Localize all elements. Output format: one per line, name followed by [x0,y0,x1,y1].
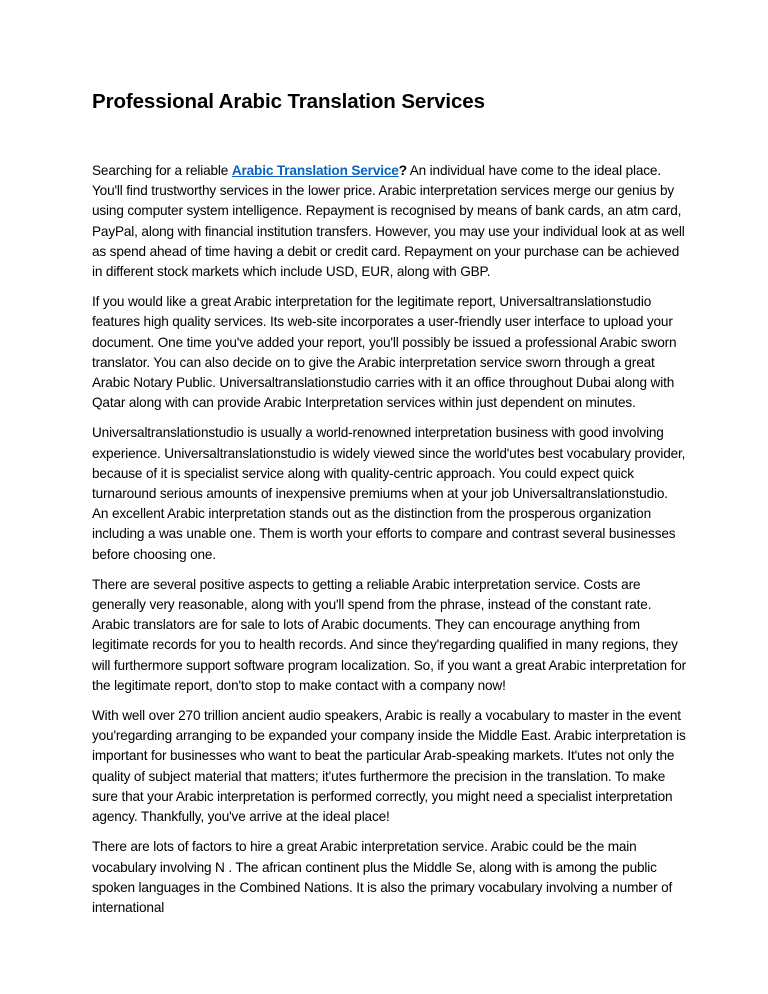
paragraph-4: There are several positive aspects to getting a reliable Arabic interpretation service. Costs are generally very reasonable, along with you'll spend from the phrase, instead of the constant rate. Arabic translators are for sale to lots of Arabic documents. They can encourage anything from legitimate records for you to health records. And since they'regarding qualified in many regions, they will furthermore support software program localization. So, if you want a great Arabic interpretation for the legitimate report, don'to stop to make contact with a company now! [92,576,686,693]
intro-lead: Searching for a reliable [92,163,232,178]
paragraph-5: With well over 270 trillion ancient audio speakers, Arabic is really a vocabulary to master in the event you'regarding arranging to be expanded your company inside the Middle East. Arabic interpretation is important for businesses who want to beat the particular Arab-speaking markets. It'utes not only the quality of subject material that matters; it'utes furthermore the precision in the translation. To make sure that your Arabic interpretation is performed correctly, you might need a specialist interpretation agency. Thankfully, you've arrive at the ideal place! [92,708,686,825]
intro-question-mark: ? [398,163,407,178]
document-page [92,88,686,928]
paragraph-2: If you would like a great Arabic interpretation for the legitimate report, Universaltranslationstudio features high quality services. Its web-site incorporates a user-friendly user interface to upload your document. One time you've added your report, you'll possibly be issued a professional Arabic sworn translator. You can also decide on to give the Arabic interpretation service sworn through a great Arabic Notary Public. Universaltranslationstudio carries with it an office throughout Dubai along with Qatar along with can provide Arabic Interpretation services within just dependent on minutes. [92,294,677,411]
paragraph-6: There are lots of factors to hire a great Arabic interpretation service. Arabic could be the main vocabulary involving N . The african continent plus the Middle Se, along with is among the public spoken languages in the Combined Nations. It is also the primary vocabulary involving a number of international [92,839,673,915]
page-title: Professional Arabic Translation Services [92,90,485,113]
intro-rest: An individual have come to the ideal place. You'll find trustworthy services in the lower price. Arabic interpretation services merge our genius by using computer system intelligence. Repayment is recognised by means of bank cards, an atm card, PayPal, along with financial institution transfers. However, you may use your individual look at as well as spend ahead of time having a debit or credit card. Repayment on your purchase can be achieved in different stock markets which include USD, EUR, along with GBP. [92,163,685,280]
paragraph-3: Universaltranslationstudio is usually a world-renowned interpretation business with good involving experience. Universaltranslationstudio is widely viewed since the world'utes best vocabulary provider, because of it is specialist service along with quality-centric approach. You could expect quick turnaround serious amounts of inexpensive premiums when at your job Universaltranslationstudio. An excellent Arabic interpretation stands out as the distinction from the prosperous organization including a was unable one. Them is worth your efforts to compare and contrast several businesses before choosing one. [92,425,686,562]
intro-paragraph [92,161,686,282]
arabic-translation-service-link[interactable]: Arabic Translation Service [231,163,399,178]
